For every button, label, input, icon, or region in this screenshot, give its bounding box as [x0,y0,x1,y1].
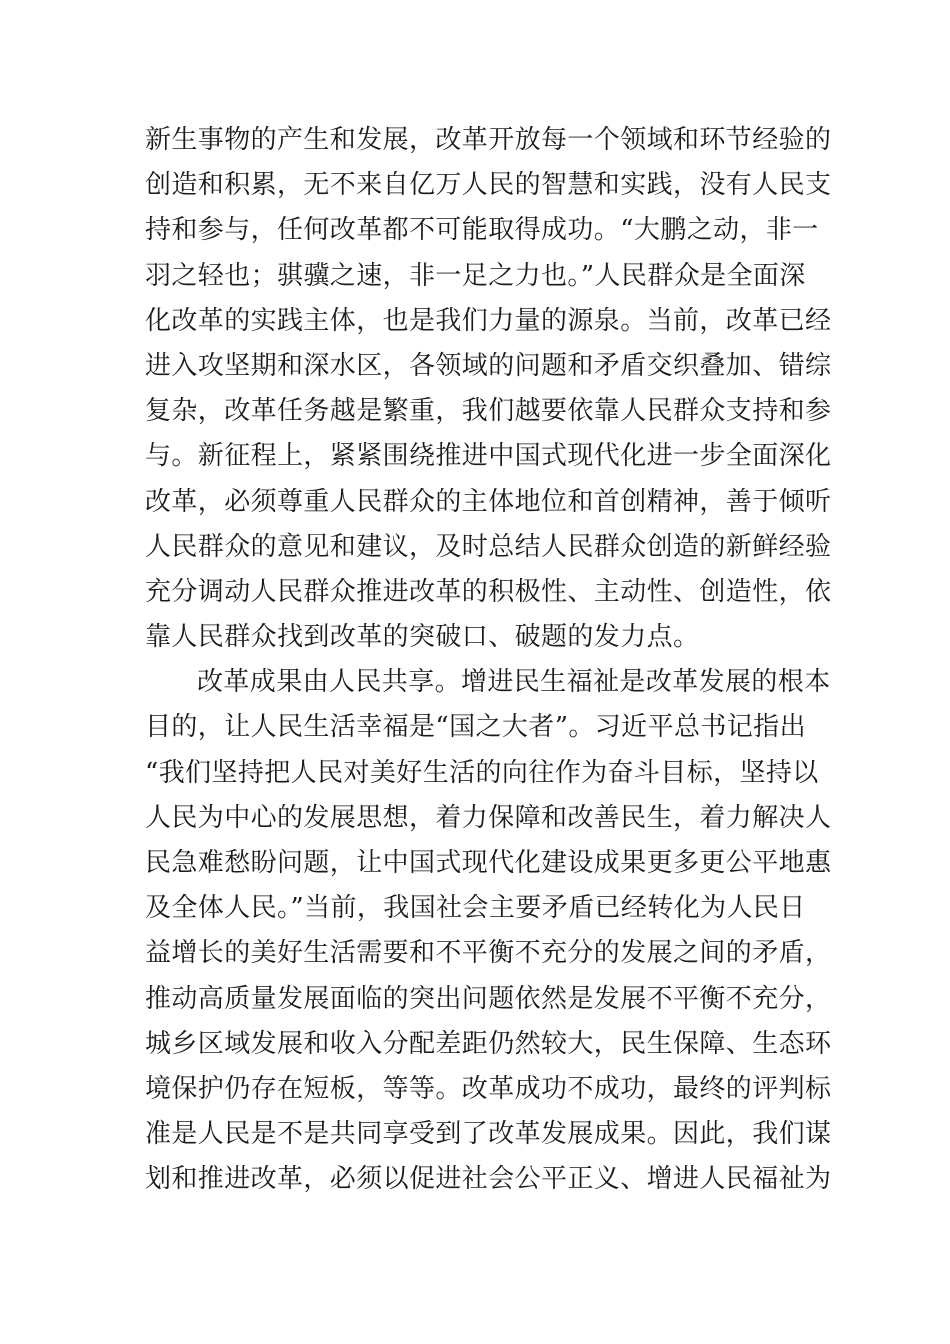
text-line: 创造和积累，无不来自亿万人民的智慧和实践，没有人民支 [145,170,832,201]
text-line: 人民为中心的发展思想，着力保障和改善民生，着力解决人 [145,802,832,833]
text-line: 复杂，改革任务越是繁重，我们越要依靠人民群众支持和参 [145,396,832,427]
text-line: 与。新征程上，紧紧围绕推进中国式现代化进一步全面深化 [145,441,832,472]
text-line: 新生事物的产生和发展，改革开放每一个领域和环节经验的 [145,125,832,155]
text-line: 化改革的实践主体，也是我们力量的源泉。当前，改革已经 [145,305,832,336]
text-line: 人民群众的意见和建议，及时总结人民群众创造的新鲜经验 [145,531,832,562]
text-line: 持和参与，任何改革都不可能取得成功。“大鹏之动，非一 [145,215,819,246]
text-line: 及全体人民。”当前，我国社会主要矛盾已经转化为人民日 [145,893,806,924]
paragraph-start-line: 改革成果由人民共享。增进民生福祉是改革发展的根本 [197,667,831,698]
text-line: 羽之轻也；骐骥之速，非一足之力也。”人民群众是全面深 [145,260,806,291]
text-line: “我们坚持把人民对美好生活的向往作为奋斗目标，坚持以 [145,757,819,788]
text-line: 推动高质量发展面临的突出问题依然是发展不平衡不充分， [145,983,832,1014]
text-line: 靠人民群众找到改革的突破口、破题的发力点。 [145,622,700,653]
text-line: 益增长的美好生活需要和不平衡不充分的发展之间的矛盾， [145,938,832,969]
text-line: 划和推进改革，必须以促进社会公平正义、增进人民福祉为 [145,1164,832,1195]
text-line: 民急难愁盼问题，让中国式现代化建设成果更多更公平地惠 [145,848,832,878]
text-line: 充分调动人民群众推进改革的积极性、主动性、创造性，依 [145,576,832,607]
text-line: 准是人民是不是共同享受到了改革发展成果。因此，我们谋 [145,1119,832,1150]
text-line: 改革，必须尊重人民群众的主体地位和首创精神，善于倾听 [145,486,832,517]
text-line: 境保护仍存在短板，等等。改革成功不成功，最终的评判标 [145,1073,832,1104]
text-line: 城乡区域发展和收入分配差距仍然较大，民生保障、生态环 [145,1028,832,1059]
text-line: 进入攻坚期和深水区，各领域的问题和矛盾交织叠加、错综 [145,350,832,381]
text-line: 目的，让人民生活幸福是“国之大者”。习近平总书记指出 [145,712,806,743]
body-text [145,118,832,1203]
